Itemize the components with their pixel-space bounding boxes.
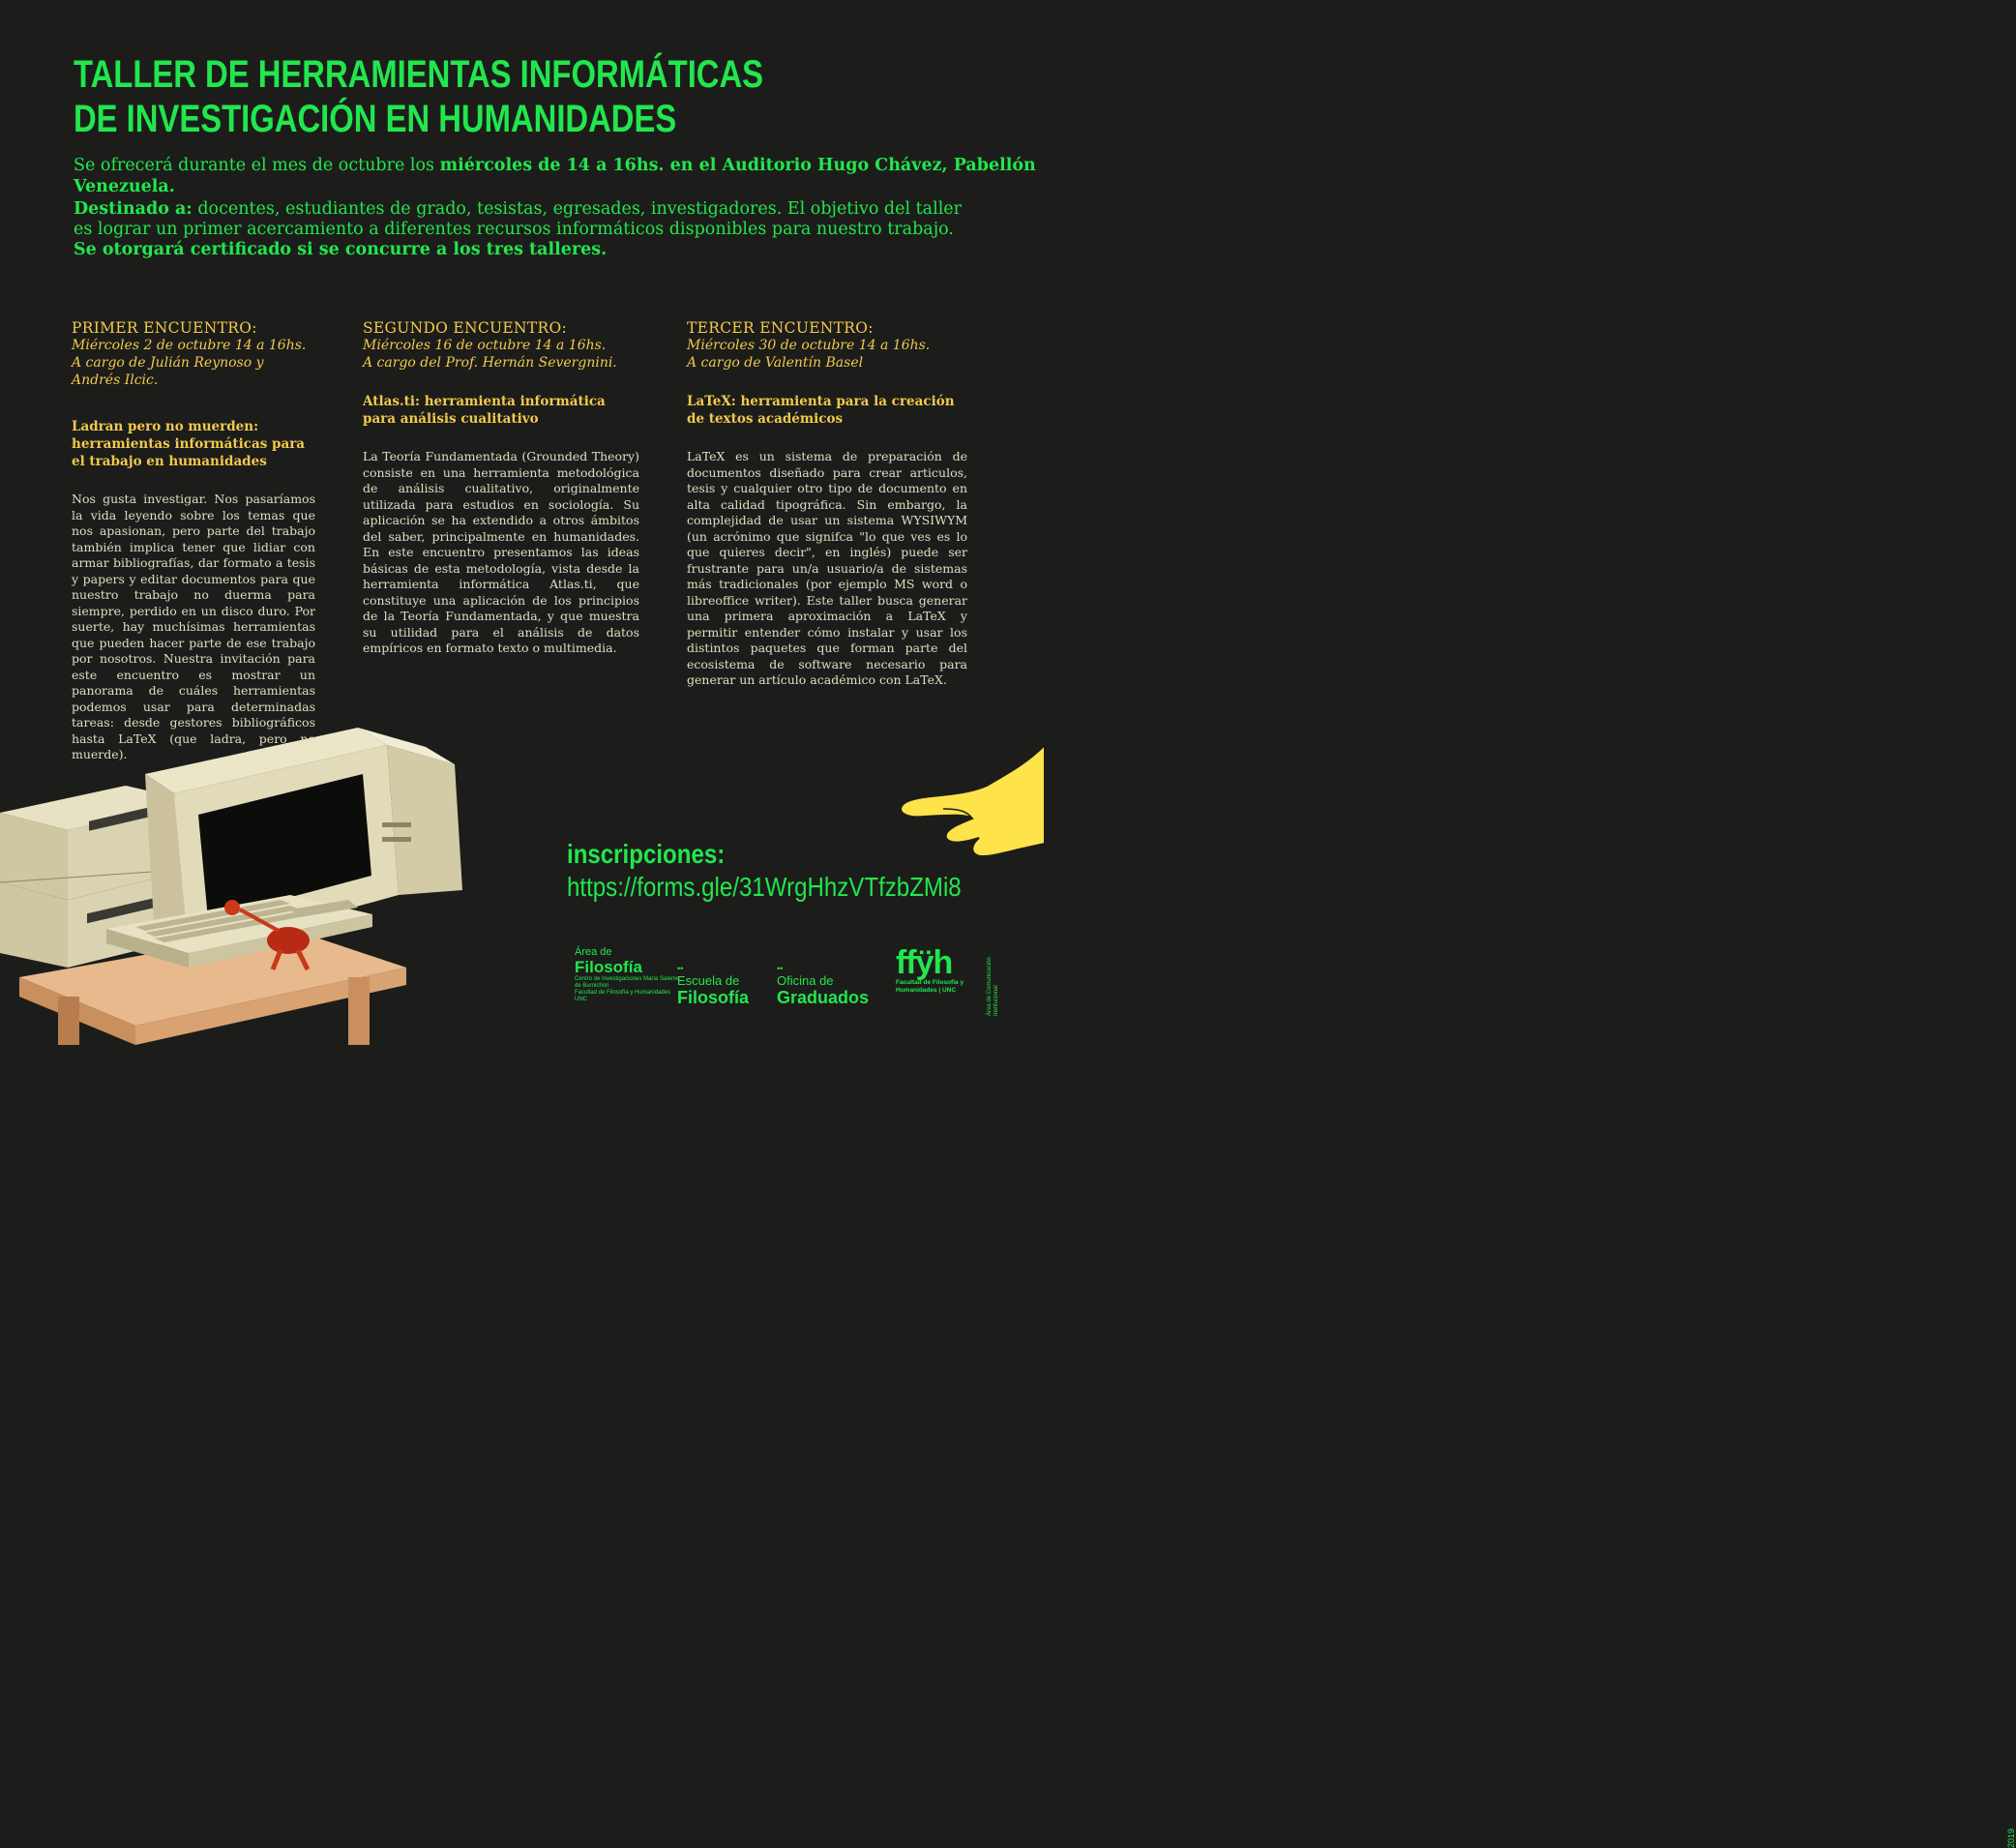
registration-label: inscripciones: [567, 839, 726, 869]
encounter-speaker: A cargo de Valentín Basel [687, 355, 864, 371]
area-logo-line4: Facultad de Filosofía y Humanidades UNC [575, 990, 671, 1002]
oficina-logo-line1: Oficina de [777, 973, 834, 988]
escuela-filosofia-logo [677, 964, 774, 1007]
encounter-column-3 [687, 319, 967, 689]
escuela-logo-dots: •• [677, 964, 684, 973]
oficina-graduados-logo [777, 964, 893, 1007]
ffyh-logo [896, 946, 993, 995]
area-logo-line1: Área de [575, 946, 612, 958]
encounter-title: PRIMER ENCUENTRO: [72, 319, 257, 337]
encounter-speaker: A cargo de Julián Reynoso y Andrés Ilcic. [72, 355, 264, 388]
audience-paragraph [74, 199, 983, 260]
audience-text: docentes, estudiantes de grado, tesistas, egresades, investigadores. El objetivo del taller es lograr un primer acercamiento a diferentes recursos informáticos disponibles para nuestro trabajo. [74, 199, 963, 239]
encounter-talk-title: LaTeX: herramienta para la creación de textos académicos [687, 394, 955, 427]
ffyh-logo-mark: ffÿh [896, 944, 953, 981]
registration-block [567, 838, 993, 904]
area-logo-line2: Filosofía [575, 958, 642, 976]
year-mark-wrap [1000, 946, 2016, 1848]
encounter-title: TERCER ENCUENTRO: [687, 319, 874, 337]
schedule-intro-text: Se ofrecerá durante el mes de octubre los [74, 156, 440, 175]
encounter-description: LaTeX es un sistema de preparación de documentos diseñado para crear articulos, tesis y cualquier otro tipo de documento en alta calidad tipográfica. Sin embargo, la complejidad de usar un sistema WYSIWYM (un acrónimo que signifca "lo que ves es lo que quieres decir", en inglés) puede ser frustrante para un/a usuario/a de sistemas más tradicionales (por ejemplo MS word o libreoffice writer). Este taller busca generar una primera aproximación a LaTeX y permitir entender cómo instalar y usar los distintos paquetes que forman parte del ecosistema de software necesario para generar un artículo académico con LaTeX. [687, 449, 967, 687]
oficina-logo-dots: •• [777, 964, 784, 973]
area-filosofia-logo [575, 946, 681, 1003]
encounter-talk-title: Atlas.ti: herramienta informática para análisis cualitativo [363, 394, 606, 427]
oficina-logo-line2: Graduados [777, 988, 870, 1007]
encounter-date: Miércoles 2 de octubre 14 a 16hs. [72, 338, 307, 353]
encounter-title: SEGUNDO ENCUENTRO: [363, 319, 568, 337]
year-mark: 2019 [2006, 1828, 2016, 1848]
encounter-talk-title: Ladran pero no muerden: herramientas informáticas para el trabajo en humanidades [72, 419, 306, 469]
certificate-note: Se otorgará certificado si se concurre a los tres talleres. [74, 240, 608, 259]
area-logo-line3: Centro de Investigaciones María Saleme de Burnichon [575, 976, 680, 989]
page-title [74, 52, 787, 141]
encounter-description: La Teoría Fundamentada (Grounded Theory) consiste en una herramienta metodológica de análisis cualitativo, originalmente utilizada para estudios en sociología. Su aplicación se ha extendido a otros ámbitos del saber, principalmente en humanidades. En este encuentro presentamos las ideas básicas de esta metodología, vista desde la herramienta informática Atlas.ti, que constituye una aplicación de los principios de la Teoría Fundamentada, y que muestra su utilidad para el análisis de datos empíricos en formato texto o multimedia. [363, 449, 639, 655]
registration-link[interactable]: https://forms.gle/31WrgHhzVTfzbZMi8 [567, 872, 962, 902]
comunicacion-logo: Área de Comunicación Institucional [987, 957, 999, 1016]
encounter-column-2 [363, 319, 639, 657]
escuela-logo-line1: Escuela de [677, 973, 740, 988]
encounter-speaker: A cargo del Prof. Hernán Severgnini. [363, 355, 617, 371]
encounter-column-1 [72, 319, 315, 763]
schedule-intro [74, 155, 1041, 197]
escuela-logo-line2: Filosofía [677, 988, 750, 1007]
encounter-date: Miércoles 16 de octubre 14 a 16hs. [363, 338, 607, 353]
encounter-description: Nos gusta investigar. Nos pasaríamos la vida leyendo sobre los temas que nos apasionan, pero parte del trabajo también implica tener que lidiar con armar bibliografías, dar formato a tesis y papers y editar documentos para que nuestro trabajo no duerma para siempre, perdido en un disco duro. Por suerte, hay muchísimas herramientas que pueden hacer parte de ese trabajo por nosotros. Nuestra invitación para este encuentro es mostrar un panorama de cuáles herramientas podemos usar para determinadas tareas: desde gestores bibliográficos hasta LaTeX (que ladra, pero no muerde). [72, 492, 315, 761]
encounter-date: Miércoles 30 de octubre 14 a 16hs. [687, 338, 931, 353]
schedule-intro-bold: miércoles de 14 a 16hs. en el Auditorio Hugo Chávez, Pabellón Venezuela. [74, 156, 1036, 196]
audience-label: Destinado a: [74, 199, 193, 219]
title-line-1: TALLER DE HERRAMIENTAS INFORMÁTICAS [74, 53, 764, 96]
ffyh-logo-line1: Facultad de Filosofía y Humanidades | UNC [896, 979, 964, 994]
title-line-2: DE INVESTIGACIÓN EN HUMANIDADES [74, 98, 677, 140]
